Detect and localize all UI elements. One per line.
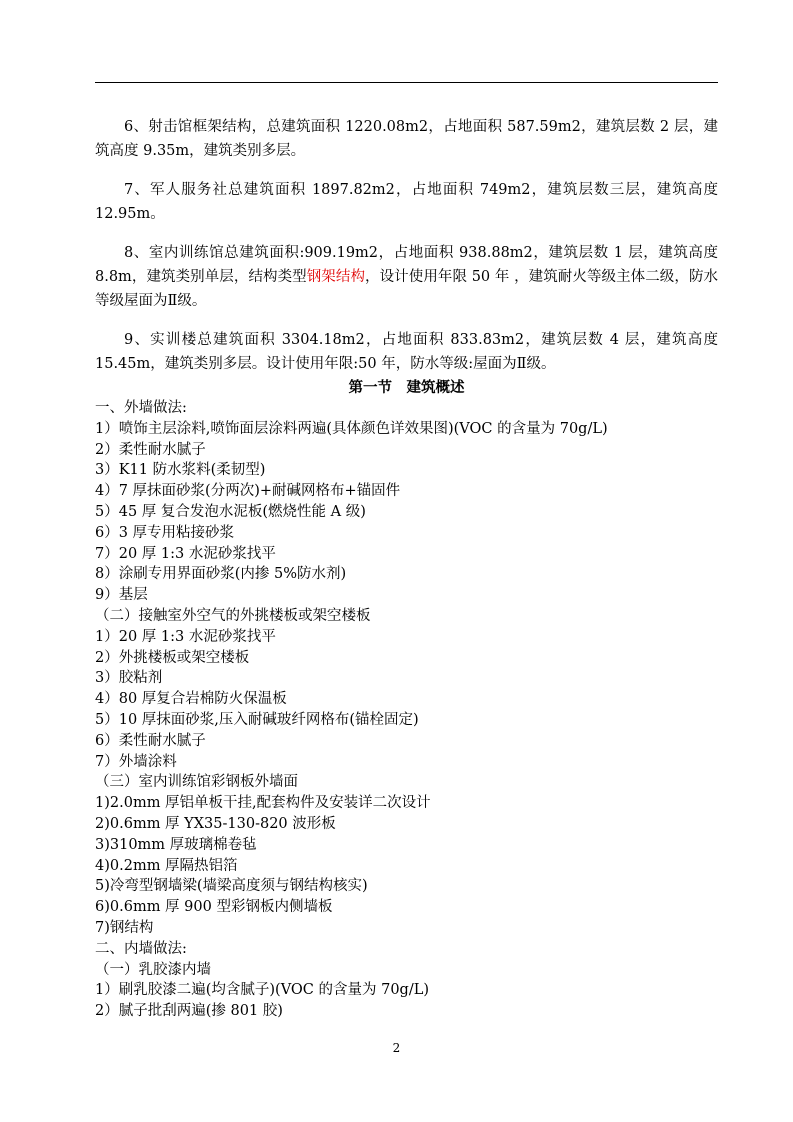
list-item: 7）20 厚 1:3 水泥砂浆找平 — [95, 545, 276, 562]
page-number: 2 — [392, 1041, 401, 1055]
list-item: 7）外墙涂料 — [95, 753, 177, 770]
list-item: 4)0.2mm 厚隔热铝箔 — [95, 857, 238, 874]
list-item: 3）K11 防水浆料(柔韧型) — [95, 462, 266, 479]
list-subheading: （二）接触室外空气的外挑楼板或架空楼板 — [95, 607, 371, 624]
list-item: 2）腻子批刮两遍(掺 801 胶) — [95, 1003, 283, 1020]
header-rule — [95, 82, 718, 83]
list-item: 2）柔性耐水腻子 — [95, 441, 206, 458]
list-item: 1）20 厚 1:3 水泥砂浆找平 — [95, 628, 276, 645]
paragraph-shooting-hall: 6、射击馆框架结构，总建筑面积 1220.08m2，占地面积 587.59m2，建筑层数 2 层，建筑高度 9.35m，建筑类别多层。 — [95, 119, 718, 159]
list-item: 1)2.0mm 厚铝单板干挂,配套构件及安装详二次设计 — [95, 795, 431, 812]
list-item: 6）3 厚专用粘接砂浆 — [95, 524, 235, 541]
section-title: 第一节 建筑概述 — [348, 379, 465, 396]
list-item: 9）基层 — [95, 587, 148, 604]
list-item: 5)冷弯型钢墙梁(墙梁高度须与钢结构核实) — [95, 878, 368, 895]
paragraph-training-hall — [95, 241, 718, 313]
list-item: 6）柔性耐水腻子 — [95, 732, 206, 749]
list-subheading: （一）乳胶漆内墙 — [95, 961, 211, 978]
highlight-steel-structure: 钢架结构 — [306, 269, 366, 285]
list-item: 4）80 厚复合岩棉防火保温板 — [95, 691, 287, 708]
list-item: 4）7 厚抹面砂浆(分两次)+耐碱网格布+锚固件 — [95, 483, 401, 500]
list-heading: 一、外墙做法: — [95, 400, 187, 416]
list-heading: 二、内墙做法: — [95, 940, 187, 957]
paragraph-training-building: 9、实训楼总建筑面积 3304.18m2，占地面积 833.83m2，建筑层数 4 层，建筑高度 15.45m，建筑类别多层。设计使用年限:50 年，防水等级:屋面为Ⅱ级。 — [95, 332, 718, 372]
paragraph-text: 8、室内训练馆总建筑面积:909.19m2，占地面积 938.88m2，建筑层数 1 层，建筑高度 8.8m，建筑类别单层，结构类型 — [95, 245, 718, 285]
list-item: 6)0.6mm 厚 900 型彩钢板内侧墙板 — [95, 899, 333, 916]
paragraph-text: ，设计使用年限 50 年 ，建筑耐火等级主体二级，防水等级屋面为Ⅱ级。 — [95, 269, 719, 309]
list-subheading: （三）室内训练馆彩钢板外墙面 — [95, 774, 298, 791]
list-item: 2)0.6mm 厚 YX35-130-820 波形板 — [95, 815, 336, 832]
spec-list — [95, 398, 718, 1022]
list-item: 5）10 厚抹面砂浆,压入耐碱玻纤网格布(锚栓固定) — [95, 711, 419, 728]
list-item: 3）胶粘剂 — [95, 670, 163, 687]
list-item: 8）涂刷专用界面砂浆(内掺 5%防水剂) — [95, 566, 347, 583]
list-item: 1）喷饰主层涂料,喷饰面层涂料两遍(具体颜色详效果图)(VOC 的含量为 70g/L) — [95, 420, 608, 437]
list-item: 1）刷乳胶漆二遍(均含腻子)(VOC 的含量为 70g/L) — [95, 982, 430, 999]
list-item: 3)310mm 厚玻璃棉卷毡 — [95, 836, 257, 853]
list-item: 7)钢结构 — [95, 919, 154, 936]
document-body — [95, 115, 718, 1022]
list-item: 5）45 厚 复合发泡水泥板(燃烧性能 A 级) — [95, 503, 366, 520]
paragraph-service-club: 7、军人服务社总建筑面积 1897.82m2，占地面积 749m2，建筑层数三层，建筑高度 12.95m。 — [95, 182, 718, 222]
list-item: 2）外挑楼板或架空楼板 — [95, 649, 250, 666]
